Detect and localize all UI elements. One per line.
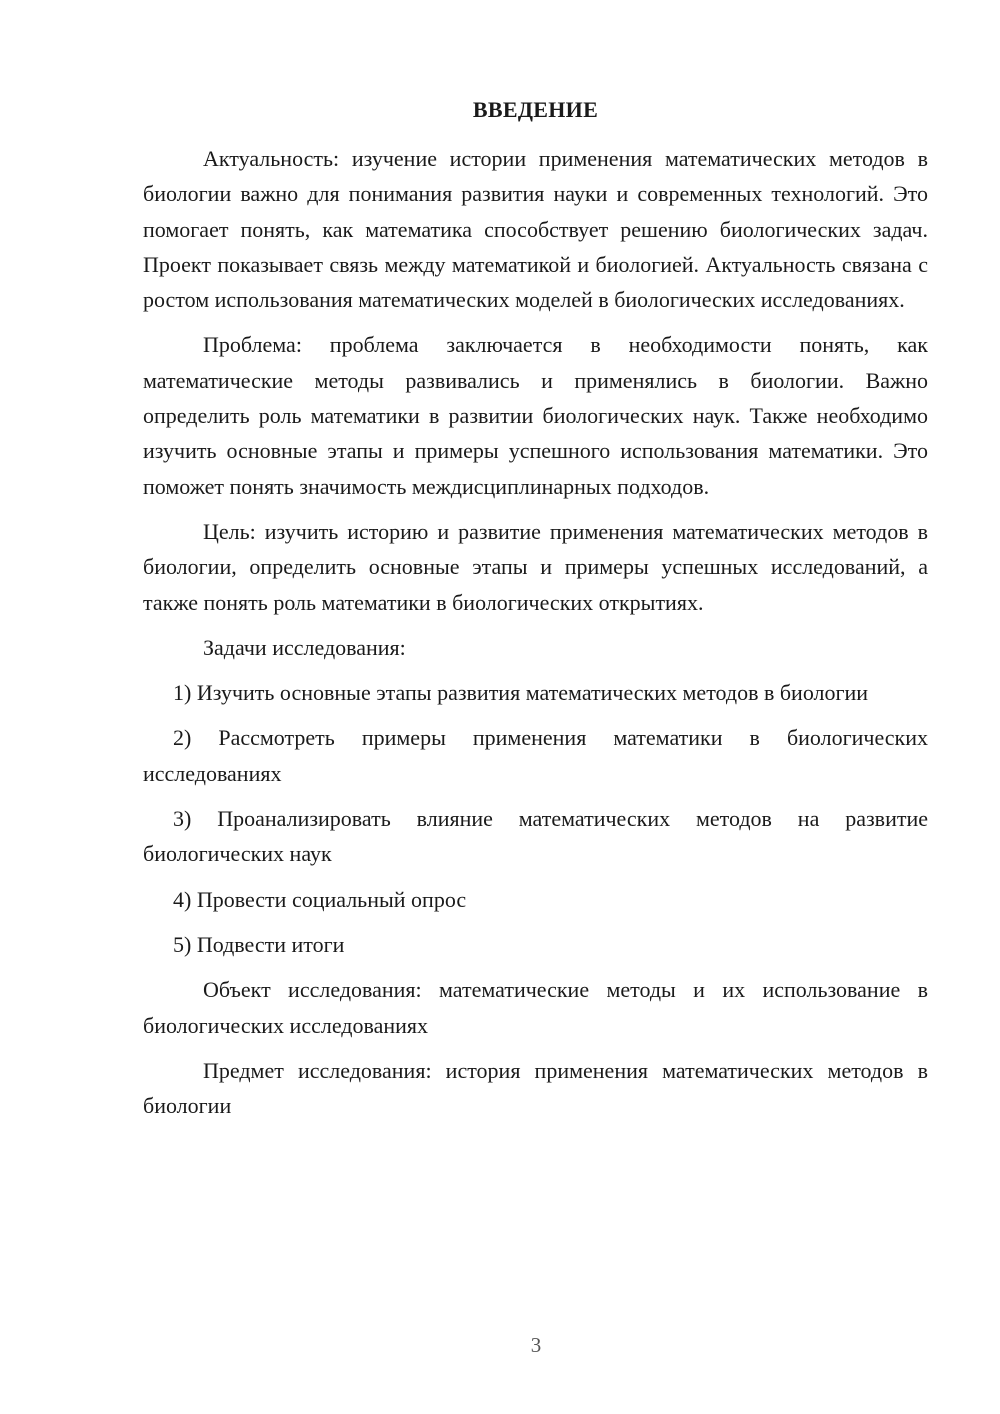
page-number: 3: [530, 1333, 542, 1357]
paragraph-goal: Цель: изучить историю и развитие применения математических методов в биологии, определить основные этапы и примеры успешных исследований, а также понять роль математики в биологических открытиях.: [143, 518, 928, 615]
document-title: ВВЕДЕНИЕ: [472, 97, 599, 122]
task-item-1: 1) Изучить основные этапы развития математических методов в биологии: [173, 680, 869, 706]
task-item-4: 4) Провести социальный опрос: [173, 886, 467, 912]
document-page: [143, 92, 928, 1123]
task-item-2: 2) Рассмотреть примеры применения математики в биологических исследованиях: [143, 725, 928, 786]
paragraph-relevance: Актуальность: изучение истории применения математических методов в биологии важно для понимания развития науки и современных технологий. Это помогает понять, как математика способствует решению биологических задач. Проект показывает связь между математикой и биологией. Актуальность связана с ростом использования математических моделей в биологических исследованиях.: [143, 146, 928, 313]
task-item-5: 5) Подвести итоги: [173, 931, 345, 957]
tasks-heading: Задачи исследования:: [203, 634, 406, 660]
paragraph-problem: Проблема: проблема заключается в необходимости понять, как математические методы развивались и применялись в биологии. Важно определить роль математики в развитии биологических наук. Также необходимо изучить основные этапы и примеры успешного использования математики. Это поможет понять значимость междисциплинарных подходов.: [143, 332, 928, 499]
paragraph-subject: Предмет исследования: история применения математических методов в биологии: [143, 1057, 928, 1119]
task-item-3: 3) Проанализировать влияние математических методов на развитие биологических наук: [143, 806, 928, 867]
paragraph-object: Объект исследования: математические методы и их использование в биологических исследованиях: [143, 977, 928, 1038]
